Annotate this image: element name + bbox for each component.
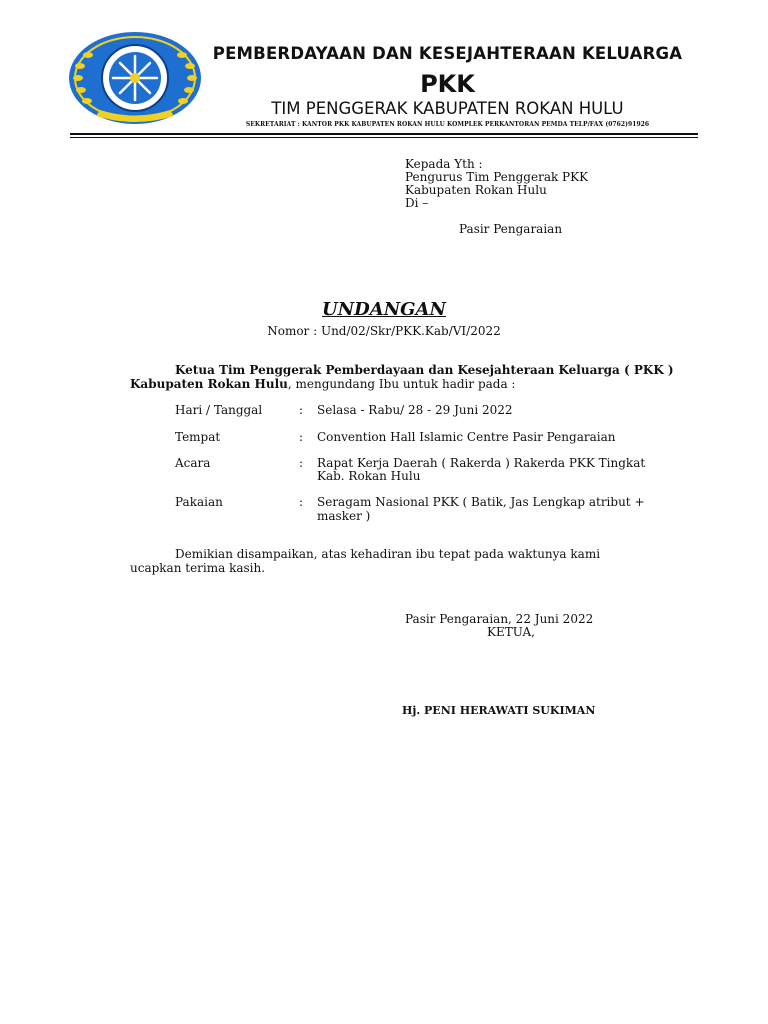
intro-bold-line: Ketua Tim Penggerak Pemberdayaan dan Kesejahteraan Keluarga ( PKK ) — [175, 363, 674, 377]
closing-line: ucapkan terima kasih. — [130, 561, 266, 575]
intro-rest: , mengundang Ibu untuk hadir pada : — [287, 377, 516, 391]
detail-colon: : — [299, 495, 304, 509]
header-divider — [70, 133, 698, 135]
detail-label: Hari / Tanggal — [175, 403, 263, 417]
detail-label: Pakaian — [175, 495, 223, 509]
detail-value-cont: Kab. Rokan Hulu — [317, 469, 421, 483]
recipient-line: Pengurus Tim Penggerak PKK — [405, 170, 589, 184]
team-name: TIM PENGGERAK KABUPATEN ROKAN HULU — [271, 99, 624, 118]
recipient-line: Kabupaten Rokan Hulu — [405, 183, 547, 197]
recipient-place: Pasir Pengaraian — [459, 222, 563, 236]
org-name: PEMBERDAYAAN DAN KESEJAHTERAAN KELUARGA — [212, 44, 683, 63]
recipient-line: Kepada Yth : — [405, 157, 483, 171]
pkk-logo — [66, 28, 204, 128]
header-divider-thin — [70, 137, 698, 138]
detail-label: Tempat — [175, 430, 221, 444]
detail-value: Selasa - Rabu/ 28 - 29 Juni 2022 — [317, 403, 513, 417]
letter-number: Nomor : Und/02/Skr/PKK.Kab/VI/2022 — [267, 324, 501, 338]
detail-colon: : — [299, 430, 304, 444]
secretariat-address: SEKRETARIAT : KANTOR PKK KABUPATEN ROKAN HULU KOMPLEK PERKANTORAN PEMDA TELP/FAX (0762)91926 — [245, 121, 650, 128]
recipient-line: Di – — [405, 196, 429, 210]
signature-place-date: Pasir Pengaraian, 22 Juni 2022 — [405, 612, 594, 626]
detail-value: Rapat Kerja Daerah ( Rakerda ) Rakerda PKK Tingkat — [317, 456, 646, 470]
detail-value: Seragam Nasional PKK ( Batik, Jas Lengkap atribut + — [317, 495, 645, 509]
intro-org: Kabupaten Rokan Hulu — [130, 377, 288, 391]
detail-colon: : — [299, 456, 304, 470]
intro-line-2 — [130, 377, 515, 391]
detail-colon: : — [299, 403, 304, 417]
closing-line: Demikian disampaikan, atas kehadiran ibu tepat pada waktunya kami — [175, 547, 601, 561]
detail-value: Convention Hall Islamic Centre Pasir Pengaraian — [317, 430, 616, 444]
org-acronym: PKK — [420, 70, 475, 98]
letter-title: UNDANGAN — [322, 299, 446, 320]
detail-value-cont: masker ) — [317, 509, 371, 523]
signature-name: Hj. PENI HERAWATI SUKIMAN — [402, 704, 596, 717]
signature-role: KETUA, — [487, 625, 535, 639]
detail-label: Acara — [175, 456, 211, 470]
